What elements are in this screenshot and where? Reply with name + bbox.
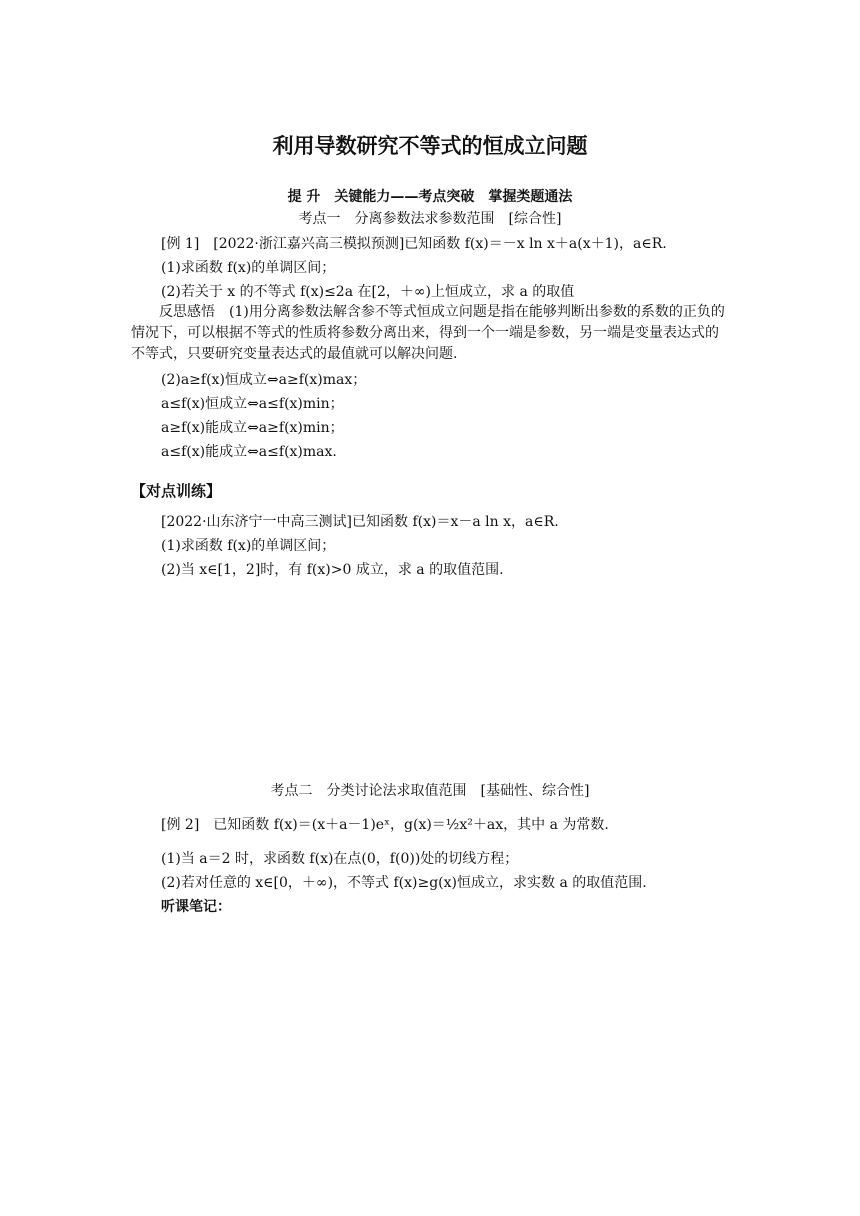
rule-2: a≤f(x)恒成立⇔a≤f(x)min； <box>161 396 344 412</box>
training-line2: (1)求函数 f(x)的单调区间； <box>161 538 336 554</box>
example2-line3: (2)若对任意的 x∈[0，＋∞)，不等式 f(x)≥g(x)恒成立，求实数 a 的取值范围. <box>161 875 647 891</box>
example1-line1: [例 1] [2022·浙江嘉兴高三模拟预测]已知函数 f(x)＝－x ln x＋a(x＋1)，a∈R. <box>161 236 667 252</box>
notes-label: 听课笔记： <box>161 899 231 915</box>
rule-4: a≤f(x)能成立⇔a≤f(x)max. <box>161 444 337 460</box>
point2-header: 考点二 分类讨论法求取值范围 [基础性、综合性] <box>270 783 590 799</box>
section-header: 提 升 关键能力——考点突破 掌握类题通法 <box>287 189 573 205</box>
training-line1: [2022·山东济宁一中高三测试]已知函数 f(x)＝x－a ln x，a∈R. <box>161 514 559 530</box>
example1-line2: (1)求函数 f(x)的单调区间； <box>161 260 336 276</box>
page-title: 利用导数研究不等式的恒成立问题 <box>272 134 588 158</box>
rule-3: a≥f(x)能成立⇔a≥f(x)min； <box>161 420 344 436</box>
training-heading: 【对点训练】 <box>131 482 222 500</box>
example2-line1: [例 2] 已知函数 f(x)＝(x＋a－1)eˣ，g(x)＝½x²＋ax，其中 a 为常数. <box>161 817 609 833</box>
training-line3: (2)当 x∈[1，2]时，有 f(x)>0 成立，求 a 的取值范围. <box>161 562 504 578</box>
point1-header: 考点一 分离参数法求参数范围 [综合性] <box>298 211 562 227</box>
rule-1: (2)a≥f(x)恒成立⇔a≥f(x)max； <box>161 372 367 388</box>
example2-line2: (1)当 a＝2 时，求函数 f(x)在点(0，f(0))处的切线方程； <box>161 851 519 867</box>
example1-line3: (2)若关于 x 的不等式 f(x)≤2a 在[2，＋∞)上恒成立，求 a 的取值 <box>161 284 575 300</box>
reflection-paragraph: 反思感悟 (1)用分离参数法解含参不等式恒成立问题是指在能够判断出参数的系数的正负的情况下，可以根据不等式的性质将参数分离出来，得到一个一端是参数，另一端是变量表达式的不等式，只要研究变量表达式的最值就可以解决问题. <box>131 304 725 362</box>
